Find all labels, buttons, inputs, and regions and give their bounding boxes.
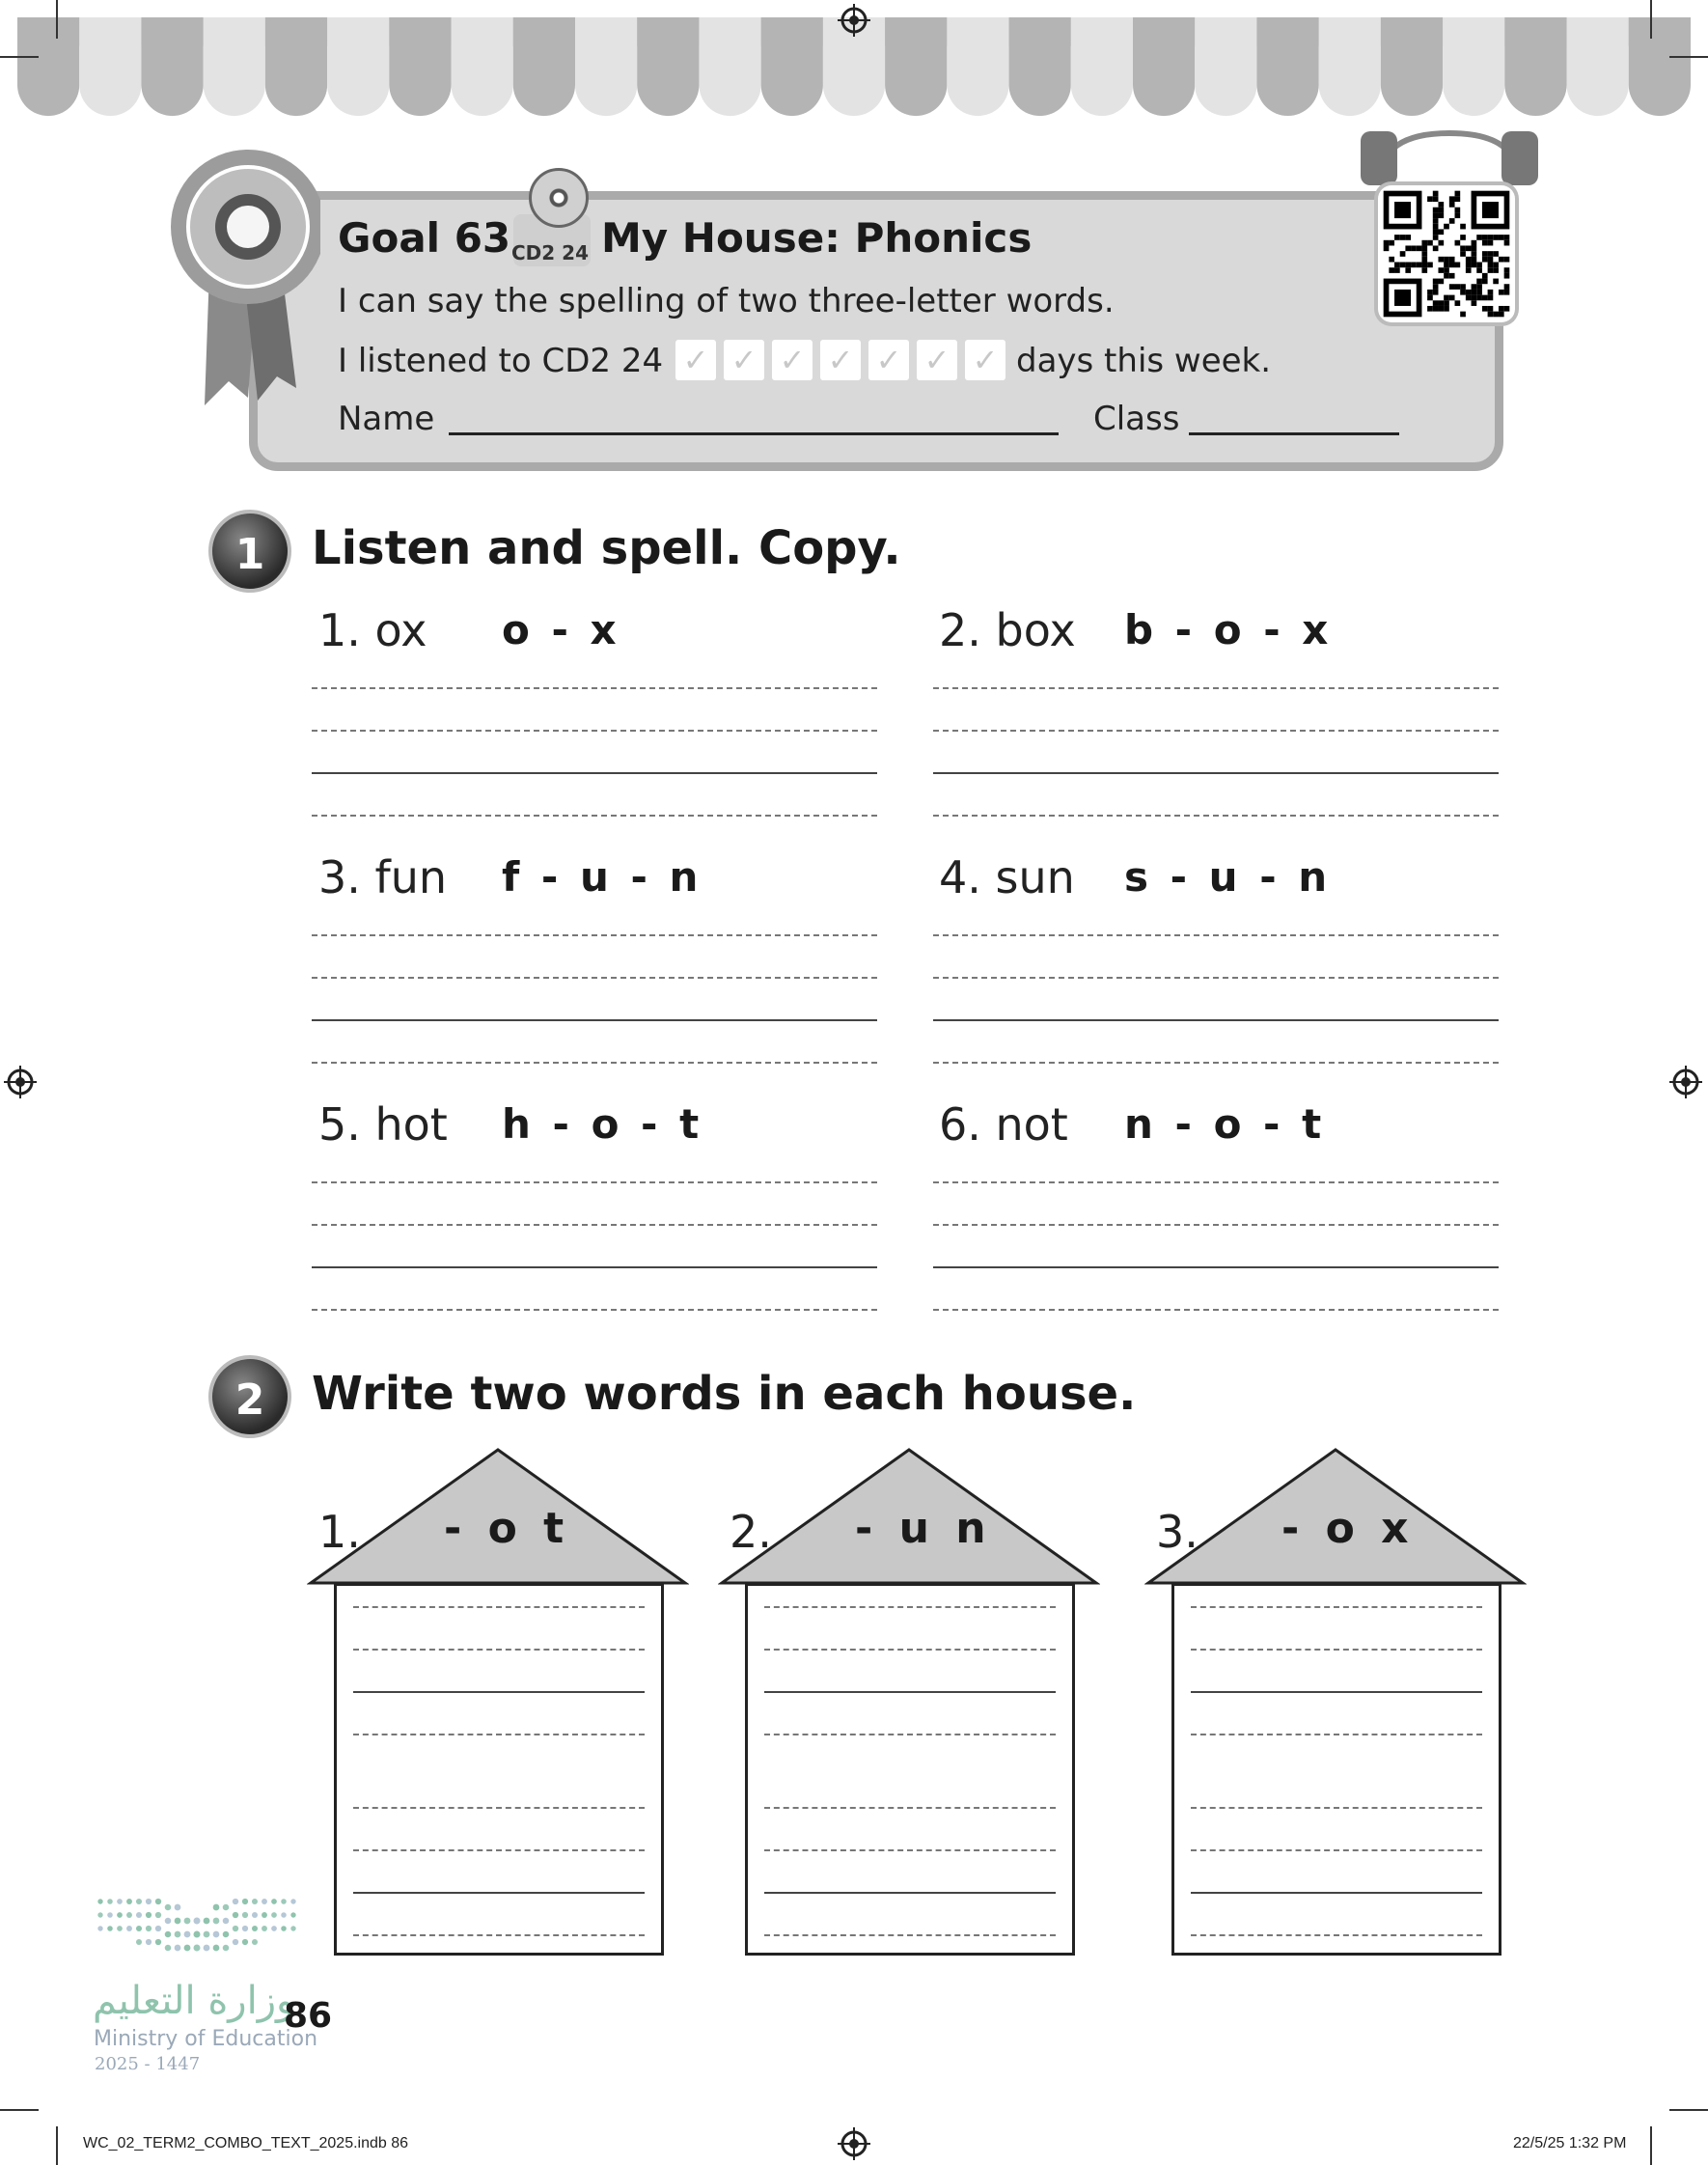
listening-tick-box[interactable]: ✓: [675, 340, 716, 380]
listening-tick-box[interactable]: ✓: [965, 340, 1006, 380]
registration-mark-icon: [4, 1066, 37, 1098]
house-writing-line[interactable]: [1191, 1649, 1482, 1651]
house-writing-line[interactable]: [764, 1734, 1056, 1735]
house-writing-line[interactable]: [1191, 1606, 1482, 1608]
writing-line[interactable]: [312, 815, 877, 817]
writing-line[interactable]: [312, 1224, 877, 1226]
rosette-badge-icon: [166, 145, 320, 415]
writing-line[interactable]: [312, 1181, 877, 1183]
spelling-word: 5. hot: [318, 1098, 448, 1151]
name-field[interactable]: [449, 432, 1059, 435]
house-number: 3.: [1156, 1506, 1198, 1558]
spelling-letters: h - o - t: [502, 1100, 703, 1148]
house-writing-line[interactable]: [353, 1734, 645, 1735]
writing-line[interactable]: [933, 1181, 1499, 1183]
house-body: [334, 1583, 664, 1956]
ministry-logo-icon: [93, 1892, 305, 1969]
writing-line[interactable]: [312, 1266, 877, 1268]
house-number: 1.: [318, 1506, 361, 1558]
writing-line[interactable]: [312, 1309, 877, 1311]
qr-code[interactable]: [1378, 185, 1515, 322]
house-writing-line[interactable]: [353, 1934, 645, 1936]
listening-tick-box[interactable]: ✓: [868, 340, 909, 380]
writing-line[interactable]: [933, 977, 1499, 979]
section-2-number: 2: [208, 1355, 291, 1438]
footer-file-info: WC_02_TERM2_COMBO_TEXT_2025.indb 86: [83, 2135, 409, 2151]
listening-tick-box[interactable]: ✓: [820, 340, 861, 380]
house-body: [1171, 1583, 1501, 1956]
house-writing-line[interactable]: [1191, 1892, 1482, 1894]
crop-mark: [56, 0, 58, 39]
crop-mark: [0, 56, 39, 58]
writing-line[interactable]: [933, 730, 1499, 732]
house-writing-line[interactable]: [764, 1649, 1056, 1651]
house-writing-line[interactable]: [353, 1807, 645, 1809]
crop-mark: [1669, 2109, 1708, 2111]
listening-tick-box[interactable]: ✓: [772, 340, 813, 380]
listening-tick-box[interactable]: ✓: [917, 340, 957, 380]
writing-line[interactable]: [933, 687, 1499, 689]
house-body: [745, 1583, 1075, 1956]
goal-title: Goal 63: [338, 214, 511, 262]
house-writing-line[interactable]: [1191, 1934, 1482, 1936]
goal-statement: I can say the spelling of two three-letter words.: [338, 282, 1115, 320]
cd-track-label: CD2 24: [511, 241, 589, 264]
writing-line[interactable]: [312, 934, 877, 936]
house-number: 2.: [730, 1506, 772, 1558]
spelling-letters: f - u - n: [502, 853, 702, 901]
house-writing-line[interactable]: [764, 1691, 1056, 1693]
writing-line[interactable]: [312, 1019, 877, 1021]
spelling-letters: o - x: [502, 606, 620, 653]
house-writing-line[interactable]: [764, 1934, 1056, 1936]
class-field[interactable]: [1189, 432, 1399, 435]
section-1-number: 1: [208, 510, 291, 593]
crop-mark: [1650, 2126, 1652, 2165]
class-label: Class: [1093, 400, 1180, 438]
writing-line[interactable]: [933, 1266, 1499, 1268]
house-writing-line[interactable]: [353, 1606, 645, 1608]
house-writing-line[interactable]: [353, 1849, 645, 1851]
house-writing-line[interactable]: [1191, 1734, 1482, 1735]
house-writing-line[interactable]: [353, 1649, 645, 1651]
spelling-letters: n - o - t: [1124, 1100, 1326, 1148]
qr-code-icon: [1378, 185, 1515, 322]
goal-heading: My House: Phonics: [601, 214, 1033, 262]
house-writing-line[interactable]: [353, 1691, 645, 1693]
section-1-title: Listen and spell. Copy.: [312, 521, 901, 575]
registration-mark-icon: [838, 4, 870, 37]
house-writing-line[interactable]: [764, 1606, 1056, 1608]
writing-line[interactable]: [312, 730, 877, 732]
page-number: 86: [284, 1996, 333, 2036]
writing-line[interactable]: [933, 1224, 1499, 1226]
house-writing-line[interactable]: [764, 1849, 1056, 1851]
house-writing-line[interactable]: [353, 1892, 645, 1894]
listened-suffix: days this week.: [1016, 342, 1272, 380]
spelling-letters: s - u - n: [1124, 853, 1332, 901]
house-writing-line[interactable]: [1191, 1807, 1482, 1809]
registration-mark-icon: [1669, 1066, 1702, 1098]
writing-line[interactable]: [933, 815, 1499, 817]
house-word-ending: - o x: [1281, 1504, 1415, 1553]
crop-mark: [56, 2126, 58, 2165]
spelling-letters: b - o - x: [1124, 606, 1333, 653]
writing-line[interactable]: [312, 977, 877, 979]
listening-tick-box[interactable]: ✓: [724, 340, 764, 380]
cd-disc-icon: [529, 168, 589, 228]
writing-line[interactable]: [933, 934, 1499, 936]
listened-prefix: I listened to CD2 24: [338, 342, 664, 380]
crop-mark: [0, 2109, 39, 2111]
ministry-arabic-name: وزارة التعليم: [93, 1979, 295, 2023]
spelling-word: 1. ox: [318, 604, 427, 656]
house-writing-line[interactable]: [764, 1807, 1056, 1809]
writing-line[interactable]: [933, 1062, 1499, 1064]
house-writing-line[interactable]: [1191, 1849, 1482, 1851]
writing-line[interactable]: [933, 1309, 1499, 1311]
house-word-ending: - o t: [444, 1504, 570, 1553]
house-word-ending: - u n: [855, 1504, 992, 1553]
writing-line[interactable]: [933, 772, 1499, 774]
registration-mark-icon: [838, 2127, 870, 2160]
name-label: Name: [338, 400, 435, 438]
crop-mark: [1669, 56, 1708, 58]
writing-line[interactable]: [312, 1062, 877, 1064]
section-2-title: Write two words in each house.: [312, 1367, 1137, 1421]
house-writing-line[interactable]: [1191, 1691, 1482, 1693]
ministry-english-name: Ministry of Education: [94, 2027, 318, 2051]
footer-date-info: 22/5/25 1:32 PM: [1513, 2135, 1627, 2151]
crop-mark: [1650, 0, 1652, 39]
spelling-word: 6. not: [939, 1098, 1068, 1151]
house-writing-line[interactable]: [764, 1892, 1056, 1894]
writing-line[interactable]: [312, 772, 877, 774]
spelling-word: 4. sun: [939, 851, 1075, 903]
spelling-word: 2. box: [939, 604, 1076, 656]
writing-line[interactable]: [312, 687, 877, 689]
spelling-word: 3. fun: [318, 851, 448, 903]
writing-line[interactable]: [933, 1019, 1499, 1021]
ministry-year: 2025 - 1447: [95, 2054, 201, 2074]
